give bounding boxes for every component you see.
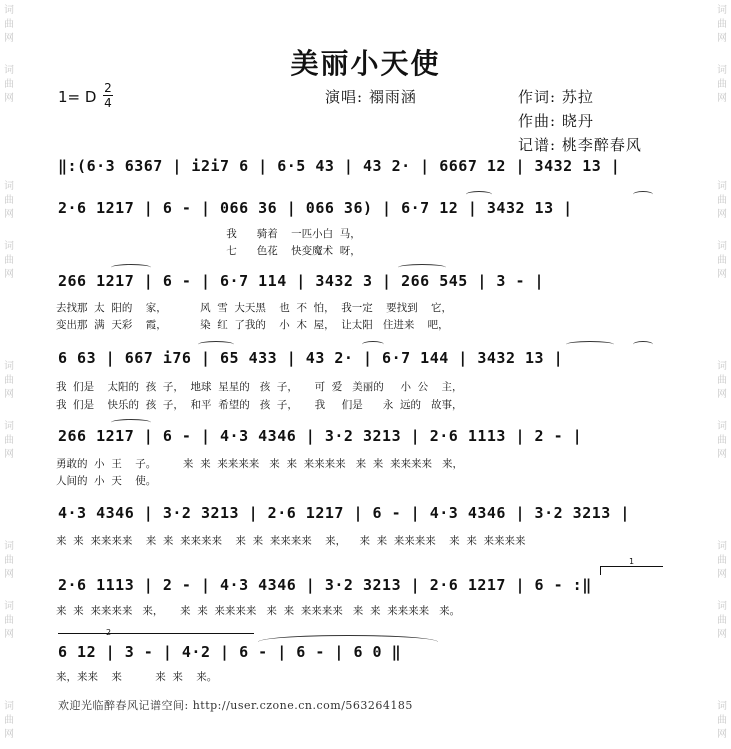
watermark-text: 词 曲 网 — [4, 181, 14, 220]
volta-label: 2 — [106, 628, 112, 637]
watermark-text: 词 曲 网 — [4, 5, 14, 44]
tie-slur — [258, 635, 438, 642]
watermark-text: 词 曲 网 — [717, 241, 727, 280]
tie-slur — [398, 264, 446, 271]
watermark-text: 词 曲 网 — [4, 601, 14, 640]
lyric-line: 变出那 满 天彩 霞， 染 红 了我的 小 木 屋， 让太阳 住进来 吧， — [56, 319, 449, 331]
watermark-text: 词 曲 网 — [717, 421, 727, 460]
tie-slur — [566, 341, 614, 348]
lyric-line: 我 骑着 一匹小白 马， — [56, 228, 361, 240]
key-signature: 1= D — [58, 88, 97, 106]
time-signature-top: 2 — [104, 81, 112, 95]
lyric-line: 勇敢的 小 王 子。 来 来 来来来来 来 来 来来来来 来 来 来来来来 来， — [56, 458, 463, 470]
notation-row-1: ‖:(6·3 6367 | i2i7 6 | 6·5 43 | 43 2· | 6667 12 | 3432 13 | — [58, 157, 621, 175]
notation-row-7: 2·6 1113 | 2 - | 4·3 4346 | 3·2 3213 | 2·6 1217 | 6 - :‖ — [58, 576, 592, 594]
lyric-line: 来 来 来来来来 来 来 来来来来 来 来 来来来来 来， 来 来 来来来来 来 来 来来来来 — [56, 535, 526, 547]
notation-row-3: 266 1217 | 6 - | 6·7 114 | 3432 3 | 266 545 | 3 - | — [58, 272, 545, 290]
watermark-text: 词 曲 网 — [717, 65, 727, 104]
lyric-line: 来，来来 来 来 来 来。 — [56, 671, 218, 683]
lyric-line: 七 色花 快变魔术 呀， — [56, 245, 361, 257]
volta-label: 1 — [629, 557, 635, 566]
tie-slur — [633, 191, 653, 198]
footer-text: 欢迎光临醉春风记谱空间: http://user.czone.cn.com/563264185 — [58, 699, 413, 712]
lyric-line: 来 来 来来来来 来， 来 来 来来来来 来 来 来来来来 来 来 来来来来 来。 — [56, 605, 461, 617]
lyric-line: 我 们是 太阳的 孩 子， 地球 星星的 孩 子， 可 爱 美丽的 小 公 主， — [56, 381, 463, 393]
volta-bracket-2 — [58, 628, 254, 642]
watermark-left — [0, 0, 18, 749]
song-title: 美丽小天使 — [290, 47, 441, 80]
tie-slur — [111, 264, 151, 271]
transcriber-credit: 记谱: 桃李醉春风 — [518, 136, 642, 154]
watermark-right — [713, 0, 731, 749]
time-signature-bottom: 4 — [104, 96, 112, 110]
watermark-text: 词 曲 网 — [4, 421, 14, 460]
time-signature — [103, 82, 113, 109]
watermark-text: 词 曲 网 — [717, 361, 727, 400]
lyric-line: 人间的 小 天 使。 — [56, 475, 157, 487]
notation-row-4: 6 63 | 667 i76 | 65 433 | 43 2· | 6·7 144 | 3432 13 | — [58, 349, 564, 367]
tie-slur — [466, 191, 492, 198]
notation-row-6: 4·3 4346 | 3·2 3213 | 2·6 1217 | 6 - | 4·3 4346 | 3·2 3213 | — [58, 504, 630, 522]
watermark-text: 词 曲 网 — [717, 5, 727, 44]
watermark-text: 词 曲 网 — [717, 601, 727, 640]
notation-row-5: 266 1217 | 6 - | 4·3 4346 | 3·2 3213 | 2·6 1113 | 2 - | — [58, 427, 583, 445]
tie-slur — [198, 341, 234, 348]
lyric-line: 我 们是 快乐的 孩 子， 和平 希望的 孩 子， 我 们是 永 远的 故事， — [56, 399, 463, 411]
tie-slur — [362, 341, 384, 348]
watermark-text: 词 曲 网 — [4, 361, 14, 400]
watermark-text: 词 曲 网 — [717, 701, 727, 740]
tie-slur — [633, 341, 653, 348]
watermark-text: 词 曲 网 — [717, 181, 727, 220]
lyricist-credit: 作词: 苏拉 — [518, 88, 594, 106]
watermark-text: 词 曲 网 — [4, 65, 14, 104]
singer-credit: 演唱: 禤雨涵 — [325, 88, 417, 106]
watermark-text: 词 曲 网 — [717, 541, 727, 580]
volta-bracket-1 — [600, 557, 663, 575]
watermark-text: 词 曲 网 — [4, 241, 14, 280]
lyric-line: 去找那 太 阳的 家， 风 雪 大天黑 也 不 怕， 我一定 要找到 它， — [56, 302, 453, 314]
watermark-text: 词 曲 网 — [4, 701, 14, 740]
tie-slur — [111, 419, 151, 426]
notation-row-8: 6 12 | 3 - | 4·2 | 6 - | 6 - | 6 0 ‖ — [58, 643, 402, 661]
watermark-text: 词 曲 网 — [4, 541, 14, 580]
notation-row-2: 2·6 1217 | 6 - | 066 36 | 066 36) | 6·7 12 | 3432 13 | — [58, 199, 573, 217]
composer-credit: 作曲: 晓丹 — [518, 112, 594, 130]
